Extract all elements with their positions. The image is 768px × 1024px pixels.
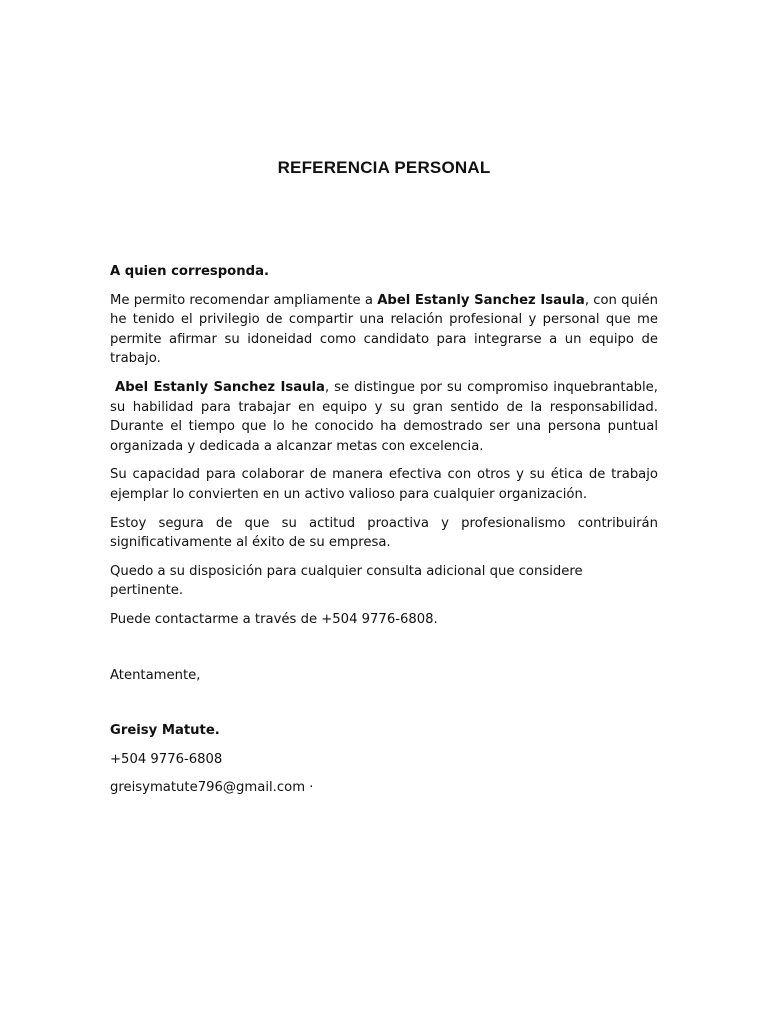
paragraph-recommendation [110,291,658,369]
paragraph-contact: Puede contactarme a través de +504 9776-6808. [110,611,438,627]
paragraph-availability: Quedo a su disposición para cualquier consulta adicional que considere pertinente. [110,563,583,599]
document-title: REFERENCIA PERSONAL [277,158,491,177]
closing: Atentamente, [110,667,201,683]
paragraph-qualities [110,378,658,456]
p2-text-after: , se distingue por su compromiso inquebrantable, su habilidad para trabajar en equipo y su gran sentido de la responsabilidad. Durante el tiempo que lo he conocido ha demostrado ser una persona puntual organizada y dedicada a alcanzar metas con excelencia. [110,379,658,454]
paragraph-collaboration: Su capacidad para colaborar de manera efectiva con otros y su ética de trabajo ejemplar lo convierten en un activo valioso para cualquier organización. [110,467,658,502]
p1-text-before: Me permito recomendar ampliamente a [110,292,378,308]
p2-candidate-name: Abel Estanly Sanchez Isaula [115,379,325,395]
signer-name: Greisy Matute. [110,723,220,739]
p1-candidate-name: Abel Estanly Sanchez Isaula [377,292,585,308]
paragraph-attitude: Estoy segura de que su actitud proactiva y profesionalismo contribuirán significativamente al éxito de su empresa. [110,515,658,551]
letter-body [110,262,658,798]
p1-text-after: , con quién he tenido el privilegio de compartir una relación profesional y personal que me permite afirmar su idoneidad como candidato para integrarse a un equipo de trabajo. [110,292,658,367]
signer-email: greisymatute796@gmail.com · [110,780,314,796]
greeting: A quien corresponda. [110,264,269,279]
signer-phone: +504 9776-6808 [110,751,223,767]
